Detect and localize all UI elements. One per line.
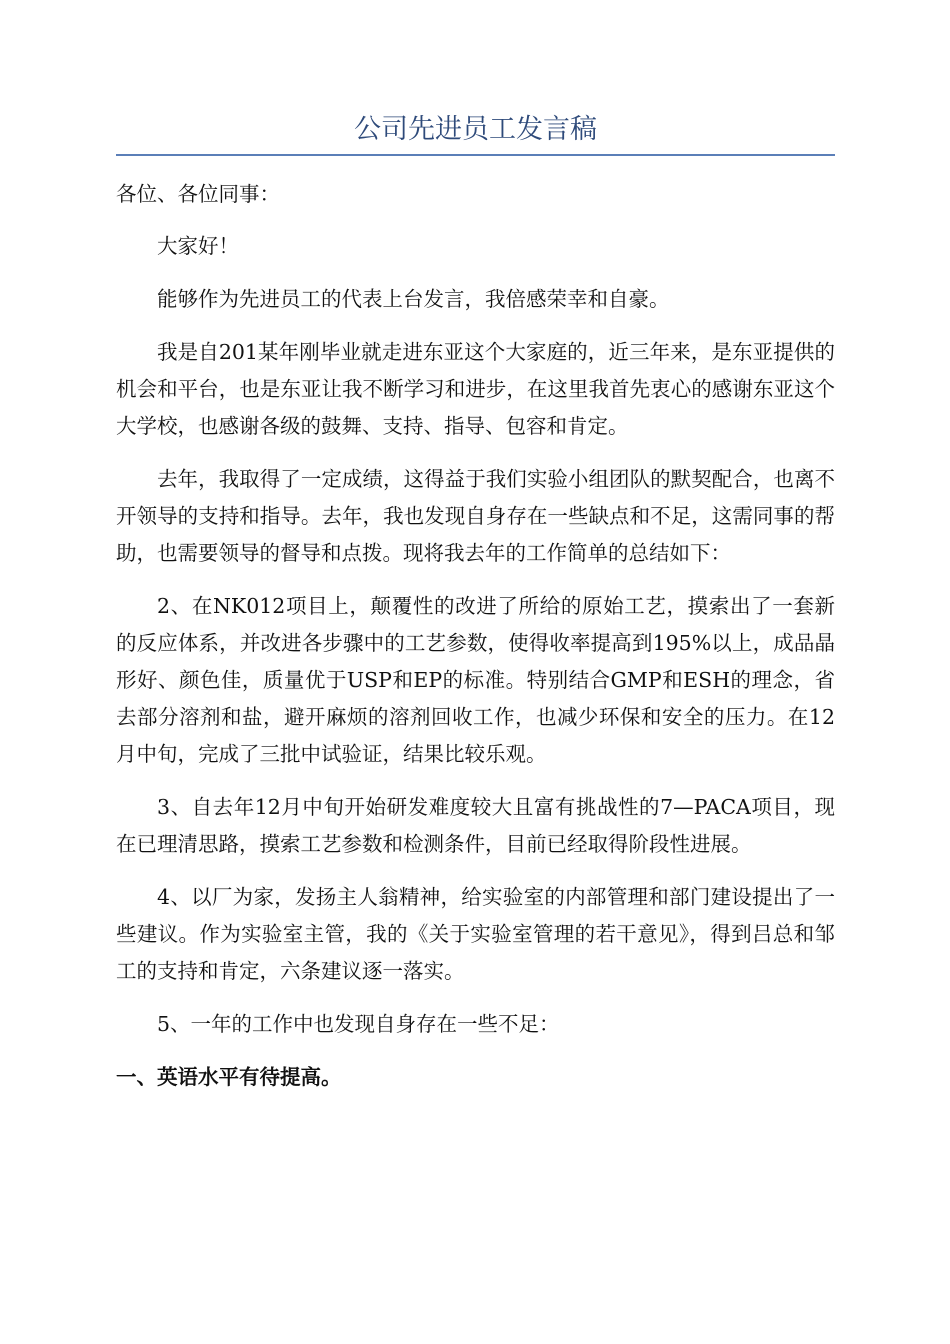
paragraph-greeting: 大家好！ xyxy=(157,234,239,258)
document-title: 公司先进员工发言稿 xyxy=(116,110,835,156)
paragraph-item-3: 3、自去年12月中旬开始研发难度较大且富有挑战性的7—PACA项目，现在已理清思路，摸索工艺参数和检测条件，目前已经取得阶段性进展。 xyxy=(116,795,835,856)
salutation: 各位、各位同事： xyxy=(116,182,280,206)
paragraph-summary-intro: 去年，我取得了一定成绩，这得益于我们实验小组团队的默契配合，也离不开领导的支持和指导。去年，我也发现自身存在一些缺点和不足，这需同事的帮助，也需要领导的督导和点拨。现将我去年的工作简单的总结如下： xyxy=(116,467,835,565)
paragraph-honor: 能够作为先进员工的代表上台发言，我倍感荣幸和自豪。 xyxy=(157,287,670,311)
document-page xyxy=(116,110,835,1096)
paragraph-item-4: 4、以厂为家，发扬主人翁精神，给实验室的内部管理和部门建设提出了一些建议。作为实验室主管，我的《关于实验室管理的若干意见》，得到吕总和邹工的支持和肯定，六条建议逐一落实。 xyxy=(116,885,835,983)
paragraph-item-5: 5、一年的工作中也发现自身存在一些不足： xyxy=(157,1012,560,1036)
section-heading: 一、英语水平有待提高。 xyxy=(116,1065,342,1089)
paragraph-background: 我是自201某年刚毕业就走进东亚这个大家庭的，近三年来，是东亚提供的机会和平台，也是东亚让我不断学习和进步，在这里我首先衷心的感谢东亚这个大学校，也感谢各级的鼓舞、支持、指导、包容和肯定。 xyxy=(116,340,835,438)
paragraph-item-2: 2、在NK012项目上，颠覆性的改进了所给的原始工艺，摸索出了一套新的反应体系，并改进各步骤中的工艺参数，使得收率提高到195%以上，成品晶形好、颜色佳，质量优于USP和EP的标准。特别结合GMP和ESH的理念，省去部分溶剂和盐，避开麻烦的溶剂回收工作，也减少环保和安全的压力。在12月中旬，完成了三批中试验证，结果比较乐观。 xyxy=(116,594,835,766)
